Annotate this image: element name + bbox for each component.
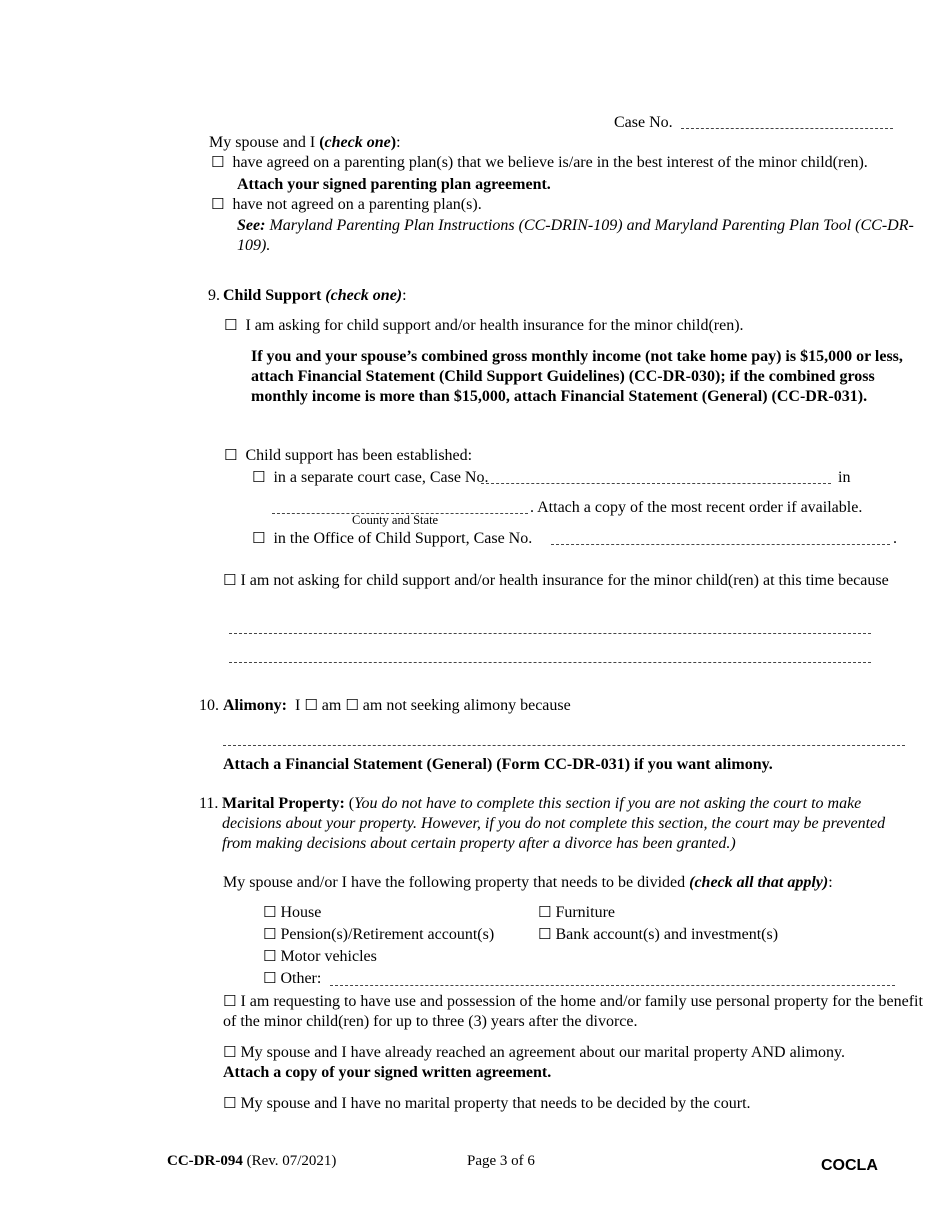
not-asking-reason-line-2[interactable] [229, 662, 871, 663]
parenting-agreed-option[interactable]: ☐ have agreed on a parenting plan(s) that we believe is/are in the best interest of the minor child(ren). [211, 153, 868, 171]
checkbox-icon[interactable]: ☐ [223, 1043, 237, 1061]
use-possession-option[interactable]: ☐ I am requesting to have use and possession of the home and/or family use personal property for the benefit of the minor child(ren) for up to three (3) years after the divorce. [223, 992, 923, 1030]
section-11-number: 11. [199, 795, 219, 812]
footer-form-number: CC-DR-094 (Rev. 07/2021) [167, 1153, 337, 1169]
child-support-income-note: If you and your spouse’s combined gross monthly income (not take home pay) is $15,000 or less, attach Financial Statement (Child Support Guidelines) (CC-DR-030); if the combined gross monthly income is more than $15,000, attach Financial Statement (General) (CC-DR-031). [251, 348, 903, 405]
no-property-option[interactable]: ☐ My spouse and I have no marital property that needs to be decided by the court. [223, 1094, 751, 1112]
footer-page-number: Page 3 of 6 [467, 1153, 535, 1169]
checkbox-icon[interactable]: ☐ [538, 903, 552, 921]
property-other-field[interactable] [330, 985, 895, 986]
property-divided-intro: My spouse and/or I have the following property that needs to be divided (check all that apply): [223, 874, 833, 891]
checkbox-icon[interactable]: ☐ [211, 153, 225, 171]
alimony-am-checkbox-icon[interactable]: ☐ [304, 696, 318, 714]
agreement-option[interactable]: ☐ My spouse and I have already reached an agreement about our marital property AND alimony. [223, 1043, 845, 1061]
property-furniture-option[interactable]: ☐ Furniture [538, 903, 615, 921]
property-motor-option[interactable]: ☐ Motor vehicles [263, 947, 377, 965]
checkbox-icon[interactable]: ☐ [252, 468, 266, 486]
office-child-support-option[interactable]: ☐ in the Office of Child Support, Case No. [252, 529, 533, 547]
checkbox-icon[interactable]: ☐ [223, 992, 237, 1010]
child-support-asking-option[interactable]: ☐ I am asking for child support and/or health insurance for the minor child(ren). [224, 316, 744, 334]
checkbox-icon[interactable]: ☐ [538, 925, 552, 943]
child-support-established-option[interactable]: ☐ Child support has been established: [224, 446, 473, 464]
checkbox-icon[interactable]: ☐ [263, 969, 277, 987]
checkbox-icon[interactable]: ☐ [263, 903, 277, 921]
office-case-number-field[interactable] [551, 544, 890, 545]
in-label: in [838, 469, 851, 486]
marital-property-intro: Marital Property: (You do not have to complete this section if you are not asking the court to make decisions about your property. However, if you do not complete this section, the court may be prevented from making decisions about certain property after a divorce has been granted.) [222, 795, 886, 852]
county-state-label: County and State [352, 513, 439, 527]
parenting-agreed-note: Attach your signed parenting plan agreement. [237, 176, 551, 193]
alimony-attach-note: Attach a Financial Statement (General) (Form CC-DR-031) if you want alimony. [223, 756, 773, 773]
case-number-label: Case No. [614, 114, 673, 131]
separate-case-number-field[interactable] [481, 483, 831, 484]
property-house-option[interactable]: ☐ House [263, 903, 322, 921]
case-number-field[interactable] [681, 128, 893, 129]
footer-cocla: COCLA [821, 1157, 878, 1174]
not-asking-reason-line-1[interactable] [229, 633, 871, 634]
not-asking-option[interactable]: ☐ I am not asking for child support and/or health insurance for the minor child(ren) at this time because [223, 571, 889, 589]
section-9-number: 9. [208, 287, 220, 304]
checkbox-icon[interactable]: ☐ [263, 925, 277, 943]
checkbox-icon[interactable]: ☐ [223, 571, 237, 589]
alimony-row: Alimony: I ☐ am ☐ am not seeking alimony because [223, 696, 571, 714]
property-other-option[interactable]: ☐ Other: [263, 969, 322, 987]
checkbox-icon[interactable]: ☐ [224, 316, 238, 334]
attach-copy-note: . Attach a copy of the most recent order if available. [530, 499, 863, 516]
parenting-not-agreed-option[interactable]: ☐ have not agreed on a parenting plan(s). [211, 195, 482, 213]
agreement-attach-note: Attach a copy of your signed written agreement. [223, 1064, 552, 1081]
checkbox-icon[interactable]: ☐ [223, 1094, 237, 1112]
parenting-intro: My spouse and I (check one): [209, 134, 401, 151]
parenting-see-note: See: Maryland Parenting Plan Instructions (CC-DRIN-109) and Maryland Parenting Plan Tool (CC-DR-109). [237, 217, 914, 254]
alimony-title: Alimony: [223, 697, 287, 714]
alimony-am-not-checkbox-icon[interactable]: ☐ [345, 696, 359, 714]
property-bank-option[interactable]: ☐ Bank account(s) and investment(s) [538, 925, 779, 943]
checkbox-icon[interactable]: ☐ [211, 195, 225, 213]
checkbox-icon[interactable]: ☐ [263, 947, 277, 965]
section-10-number: 10. [199, 697, 219, 714]
checkbox-icon[interactable]: ☐ [252, 529, 266, 547]
alimony-reason-line[interactable] [223, 745, 905, 746]
property-pension-option[interactable]: ☐ Pension(s)/Retirement account(s) [263, 925, 495, 943]
office-period: . [893, 530, 897, 547]
checkbox-icon[interactable]: ☐ [224, 446, 238, 464]
separate-case-option[interactable]: ☐ in a separate court case, Case No. [252, 468, 489, 486]
section-9-title: Child Support (check one): [223, 287, 407, 304]
